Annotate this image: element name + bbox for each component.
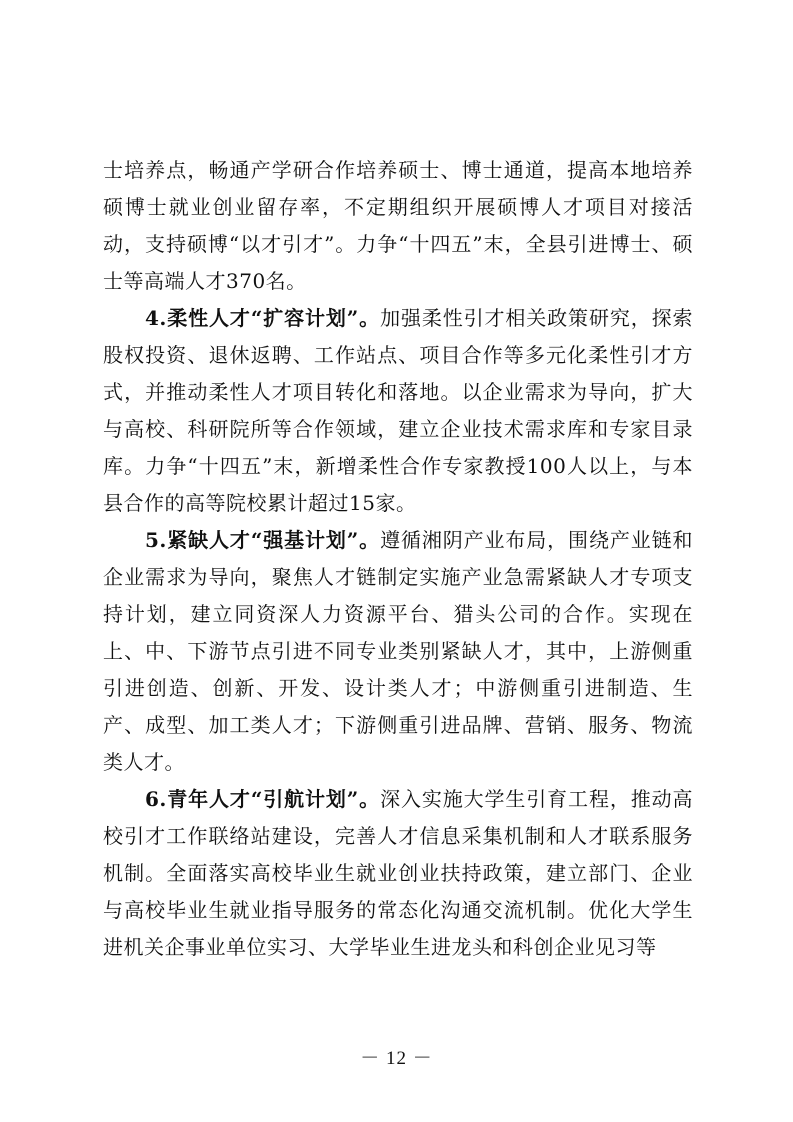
paragraph-text: 深入实施大学生引育工程，推动高校引才工作联络站建设，完善人才信息采集机制和人才联系服务机制。全面落实高校毕业生就业创业扶持政策，建立部门、企业与高校毕业生就业指导服务的常态化沟通交流机制。优化大学生进机关企事业单位实习、大学毕业生进龙头和科创企业见习等 [103,787,694,959]
document-body [103,152,693,966]
paragraph-heading: 4.柔性人才“扩容计划”。 [145,306,381,330]
paragraph-text: 遵循湘阴产业布局，围绕产业链和企业需求为导向，聚焦人才链制定实施产业急需紧缺人才专项支持计划，建立同资深人力资源平台、猎头公司的合作。实现在上、中、下游节点引进不同专业类别紧缺人才，其中，上游侧重引进创造、创新、开发、设计类人才；中游侧重引进制造、生产、成型、加工类人才；下游侧重引进品牌、营销、服务、物流类人才。 [103,528,694,774]
paragraph-heading: 6.青年人才“引航计划”。 [145,787,381,811]
paragraph-heading: 5.紧缺人才“强基计划”。 [145,528,381,552]
paragraph-flexible-talent [103,300,693,522]
paragraph-continued [103,152,693,300]
paragraph-youth-talent [103,781,693,966]
paragraph-text: 加强柔性引才相关政策研究，探索股权投资、退休返聘、工作站点、项目合作等多元化柔性引才方式，并推动柔性人才项目转化和落地。以企业需求为导向，扩大与高校、科研院所等合作领域，建立企业技术需求库和专家目录库。力争“十四五”末，新增柔性合作专家教授100人以上，与本县合作的高等院校累计超过15家。 [103,306,694,515]
page-number: － 12 － [360,1048,433,1069]
paragraph-scarce-talent [103,522,693,781]
paragraph-text: 士培养点，畅通产学研合作培养硕士、博士通道，提高本地培养硕博士就业创业留存率，不定期组织开展硕博人才项目对接活动，支持硕博“以才引才”。力争“十四五”末，全县引进博士、硕士等高端人才370名。 [103,158,693,293]
